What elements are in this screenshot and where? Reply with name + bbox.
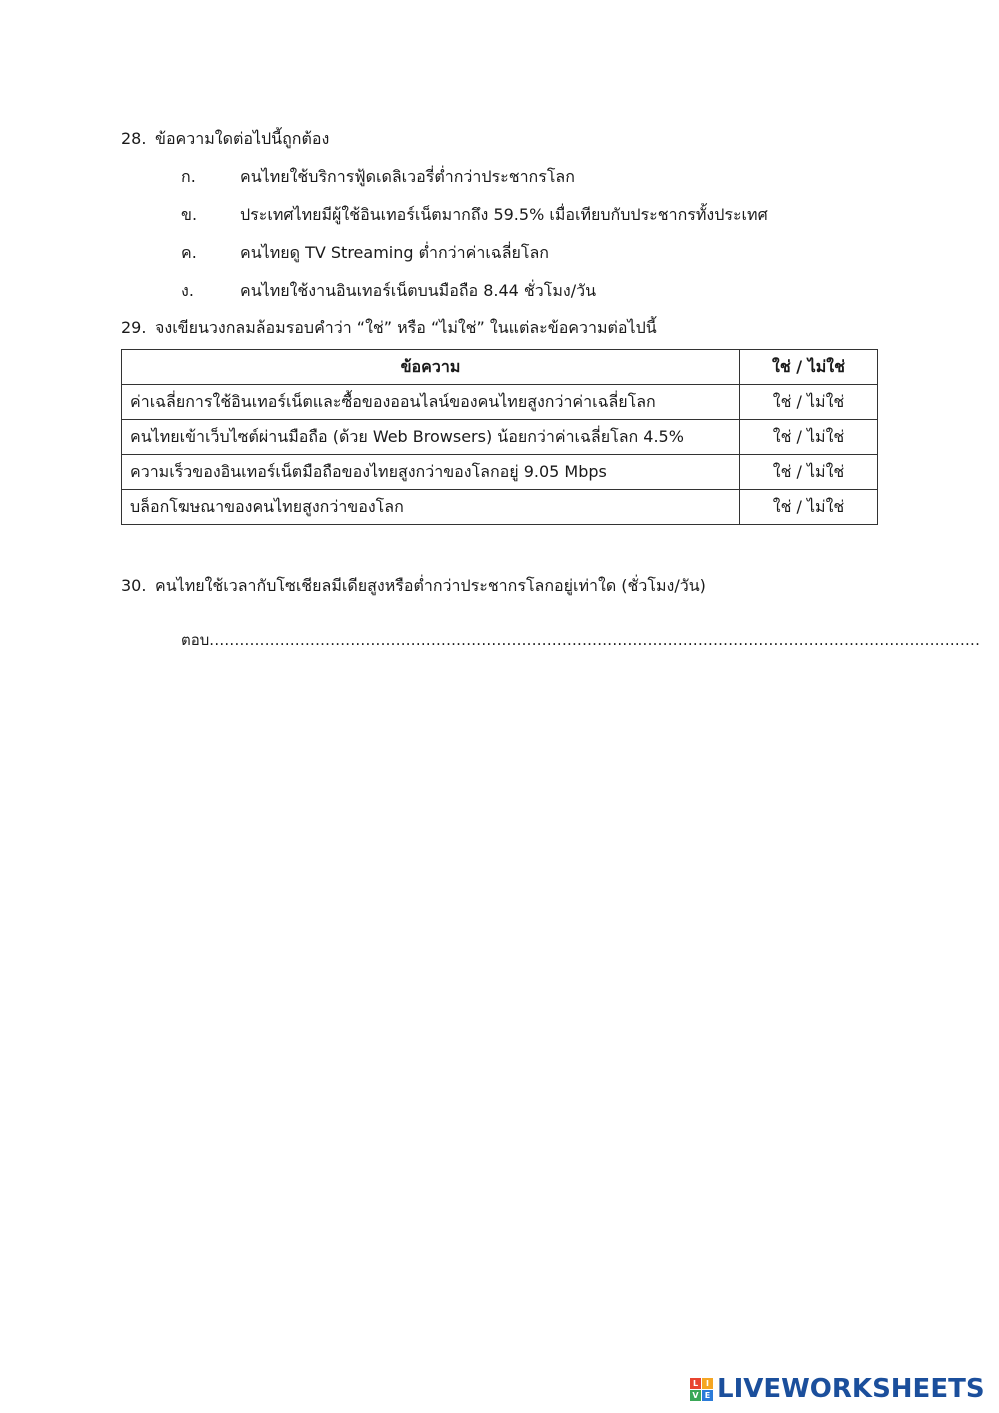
- table-header-row: [122, 350, 878, 385]
- choice-cell[interactable]: ใช่ / ไม่ใช่: [740, 420, 878, 455]
- question-28-text: ข้อความใดต่อไปนี้ถูกต้อง: [155, 129, 330, 148]
- question-30: [121, 574, 706, 599]
- statement-cell: บล็อกโฆษณาของคนไทยสูงกว่าของโลก: [122, 490, 740, 525]
- question-29-text: จงเขียนวงกลมล้อมรอบคำว่า “ใช่” หรือ “ไม่ใช่” ในแต่ละข้อความต่อไปนี้: [155, 318, 657, 337]
- header-choice: ใช่ / ไม่ใช่: [740, 350, 878, 385]
- statement-cell: คนไทยเข้าเว็บไซต์ผ่านมือถือ (ด้วย Web Browsers) น้อยกว่าค่าเฉลี่ยโลก 4.5%: [122, 420, 740, 455]
- header-statement: ข้อความ: [122, 350, 740, 385]
- option-label: ค.: [181, 243, 197, 262]
- option-label: ก.: [181, 167, 196, 186]
- liveworksheets-logo: [690, 1374, 985, 1404]
- table-row: [122, 385, 878, 420]
- logo-mark-icon: L I V E: [690, 1378, 713, 1401]
- option-text: คนไทยใช้บริการฟู้ดเดลิเวอรี่ต่ำกว่าประชากรโลก: [240, 167, 575, 186]
- option-label: ง.: [181, 281, 194, 300]
- answer-label: ตอบ: [181, 631, 210, 649]
- statement-cell: ความเร็วของอินเทอร์เน็ตมือถือของไทยสูงกว่าของโลกอยู่ 9.05 Mbps: [122, 455, 740, 490]
- choice-cell[interactable]: ใช่ / ไม่ใช่: [740, 455, 878, 490]
- option-text: ประเทศไทยมีผู้ใช้อินเทอร์เน็ตมากถึง 59.5% เมื่อเทียบกับประชากรทั้งประเทศ: [240, 205, 768, 224]
- q28-option-b[interactable]: [181, 203, 768, 228]
- q30-answer-line[interactable]: [181, 628, 980, 652]
- choice-cell[interactable]: ใช่ / ไม่ใช่: [740, 490, 878, 525]
- question-30-number: 30.: [121, 576, 147, 595]
- answer-dots: .........................................................................................................................................................: [209, 631, 981, 649]
- option-text: คนไทยดู TV Streaming ต่ำกว่าค่าเฉลี่ยโลก: [240, 243, 549, 262]
- option-text: คนไทยใช้งานอินเทอร์เน็ตบนมือถือ 8.44 ชั่วโมง/วัน: [240, 281, 597, 300]
- choice-cell[interactable]: ใช่ / ไม่ใช่: [740, 385, 878, 420]
- question-29: [121, 316, 657, 341]
- q28-option-a[interactable]: [181, 165, 575, 190]
- logo-text: LIVEWORKSHEETS: [717, 1374, 985, 1404]
- option-label: ข.: [181, 205, 198, 224]
- q28-option-d[interactable]: [181, 279, 596, 304]
- table-row: [122, 455, 878, 490]
- question-29-number: 29.: [121, 318, 147, 337]
- question-28: [121, 127, 329, 152]
- q28-option-c[interactable]: [181, 241, 549, 266]
- table-row: [122, 420, 878, 455]
- statement-cell: ค่าเฉลี่ยการใช้อินเทอร์เน็ตและซื้อของออนไลน์ของคนไทยสูงกว่าค่าเฉลี่ยโลก: [122, 385, 740, 420]
- q29-table: [121, 349, 878, 525]
- question-28-number: 28.: [121, 129, 147, 148]
- table-row: [122, 490, 878, 525]
- question-30-text: คนไทยใช้เวลากับโซเชียลมีเดียสูงหรือต่ำกว่าประชากรโลกอยู่เท่าใด (ชั่วโมง/วัน): [155, 576, 706, 595]
